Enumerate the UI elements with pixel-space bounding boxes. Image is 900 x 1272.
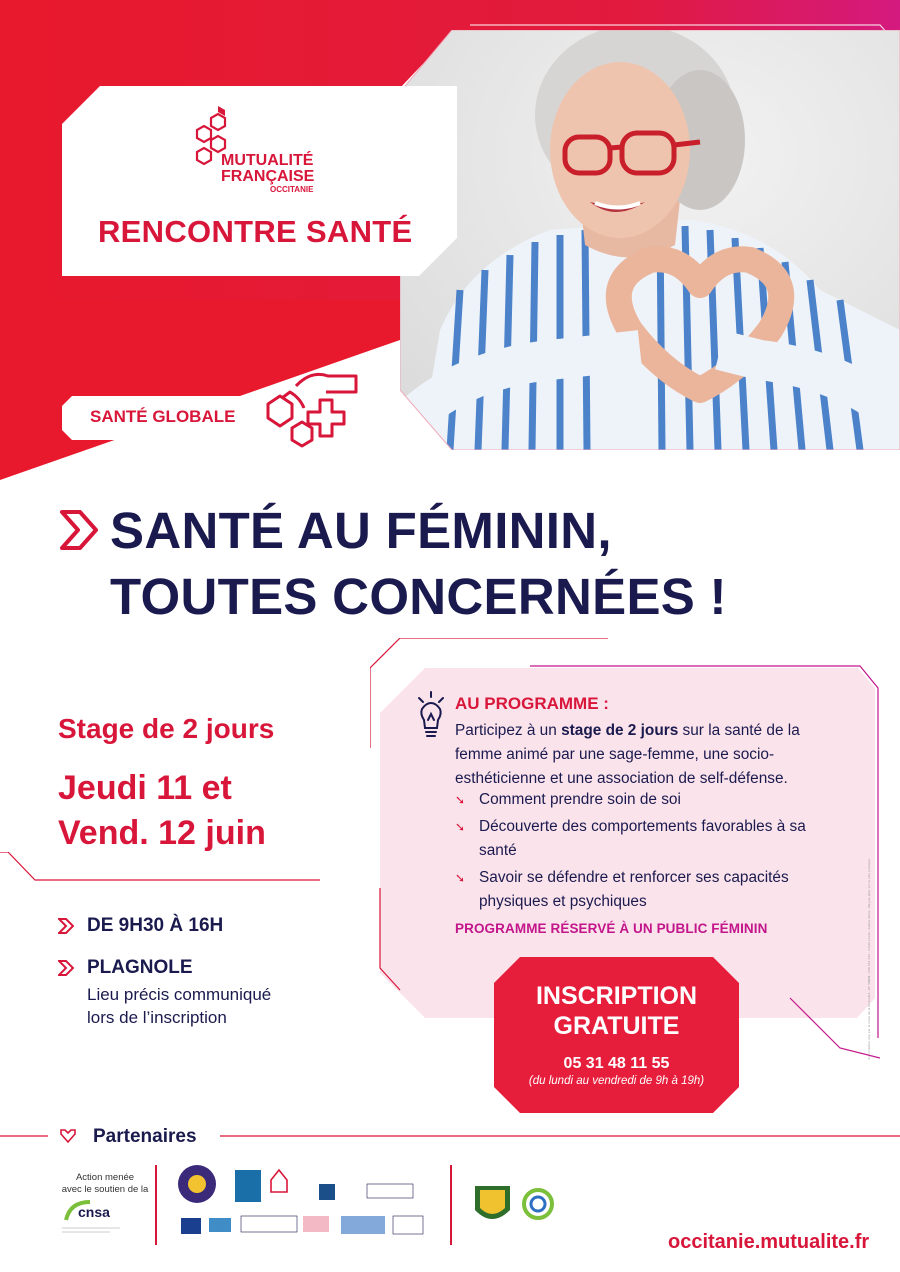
logo-line-1: MUTUALITÉ	[221, 152, 314, 169]
category-label: SANTÉ GLOBALE	[90, 407, 236, 426]
registration-title	[494, 981, 739, 1041]
list-item	[455, 815, 825, 863]
event-place: PLAGNOLE	[87, 957, 193, 978]
partner-logos	[175, 1162, 435, 1246]
registration-phone[interactable]: 05 31 48 11 55	[563, 1055, 670, 1072]
logo-line-3: OCCITANIE	[270, 185, 314, 194]
date-line-1: Jeudi 11 et	[58, 769, 232, 807]
website-link[interactable]: occitanie.mutualite.fr	[668, 1231, 870, 1253]
logo-line-2: FRANÇAISE	[221, 168, 315, 185]
support-line-2: avec le soutien de la	[61, 1184, 149, 1195]
audience-note: PROGRAMME RÉSERVÉ À UN PUBLIC FÉMININ	[455, 921, 768, 936]
date-line-2: Vend. 12 juin	[58, 814, 266, 852]
list-item-text: Découverte des comportements favorables à sa santé	[479, 818, 806, 859]
partners-title: Partenaires	[93, 1126, 205, 1148]
registration-line-2: GRATUITE	[553, 1012, 680, 1040]
chevron-right-icon	[58, 508, 100, 552]
event-type: RENCONTRE SANTÉ	[98, 214, 413, 249]
list-item	[455, 866, 825, 914]
lightbulb-icon	[416, 690, 446, 740]
support-note	[50, 1172, 160, 1196]
title-line-1: SANTÉ AU FÉMININ,	[110, 502, 612, 559]
event-time: DE 9H30 À 16H	[87, 915, 224, 936]
programme-intro	[455, 719, 825, 791]
divider-line	[0, 852, 330, 892]
list-item-text: Comment prendre soin de soi	[479, 791, 681, 808]
global-health-icon	[256, 368, 362, 454]
arrow-bullet-icon: ➘	[455, 871, 466, 885]
divider	[450, 1165, 452, 1245]
chevron-right-icon	[58, 960, 74, 976]
stage-duration: Stage de 2 jours	[58, 713, 275, 744]
intro-text-2: sur la santé de la femme animé par une sage-femme, une socio-esthéticienne et une association de self-défense.	[455, 722, 800, 787]
cnsa-label: cnsa	[78, 1204, 110, 1220]
arrow-bullet-icon: ➘	[455, 793, 466, 807]
title-line-2: TOUTES CONCERNÉES !	[110, 568, 727, 625]
photo-senior-woman	[400, 30, 900, 450]
legal-side-note: Un ministère régi par le Code de la Mutualité - N° SIREN : 449 351 542 - Crédit photo : Adobe Stock - Ne pas jeter sur la voie publique	[867, 858, 871, 1060]
programme-title: AU PROGRAMME :	[455, 694, 609, 713]
place-detail-line-1: Lieu précis communiqué	[87, 985, 272, 1004]
place-detail-line-2: lors de l’inscription	[87, 1008, 227, 1027]
intro-text-1: Participez à un	[455, 722, 562, 739]
support-line-1: Action menée	[75, 1172, 135, 1183]
brand-logo-text	[221, 153, 314, 195]
event-dates	[58, 766, 266, 856]
list-item-text: Savoir se défendre et renforcer ses capacités physiques et psychiques	[479, 869, 789, 910]
programme-list	[455, 788, 825, 917]
arrow-bullet-icon: ➘	[455, 820, 466, 834]
place-detail	[87, 983, 271, 1029]
department-logos	[470, 1180, 565, 1230]
registration-line-1: INSCRIPTION	[535, 982, 698, 1010]
list-item	[455, 788, 825, 812]
divider	[155, 1165, 157, 1245]
chevron-right-icon	[58, 918, 74, 934]
intro-text-bold: stage de 2 jours	[561, 722, 679, 739]
registration-hours: (du lundi au vendredi de 9h à 19h)	[528, 1075, 705, 1087]
heart-icon	[60, 1129, 76, 1143]
page-title	[110, 498, 727, 630]
